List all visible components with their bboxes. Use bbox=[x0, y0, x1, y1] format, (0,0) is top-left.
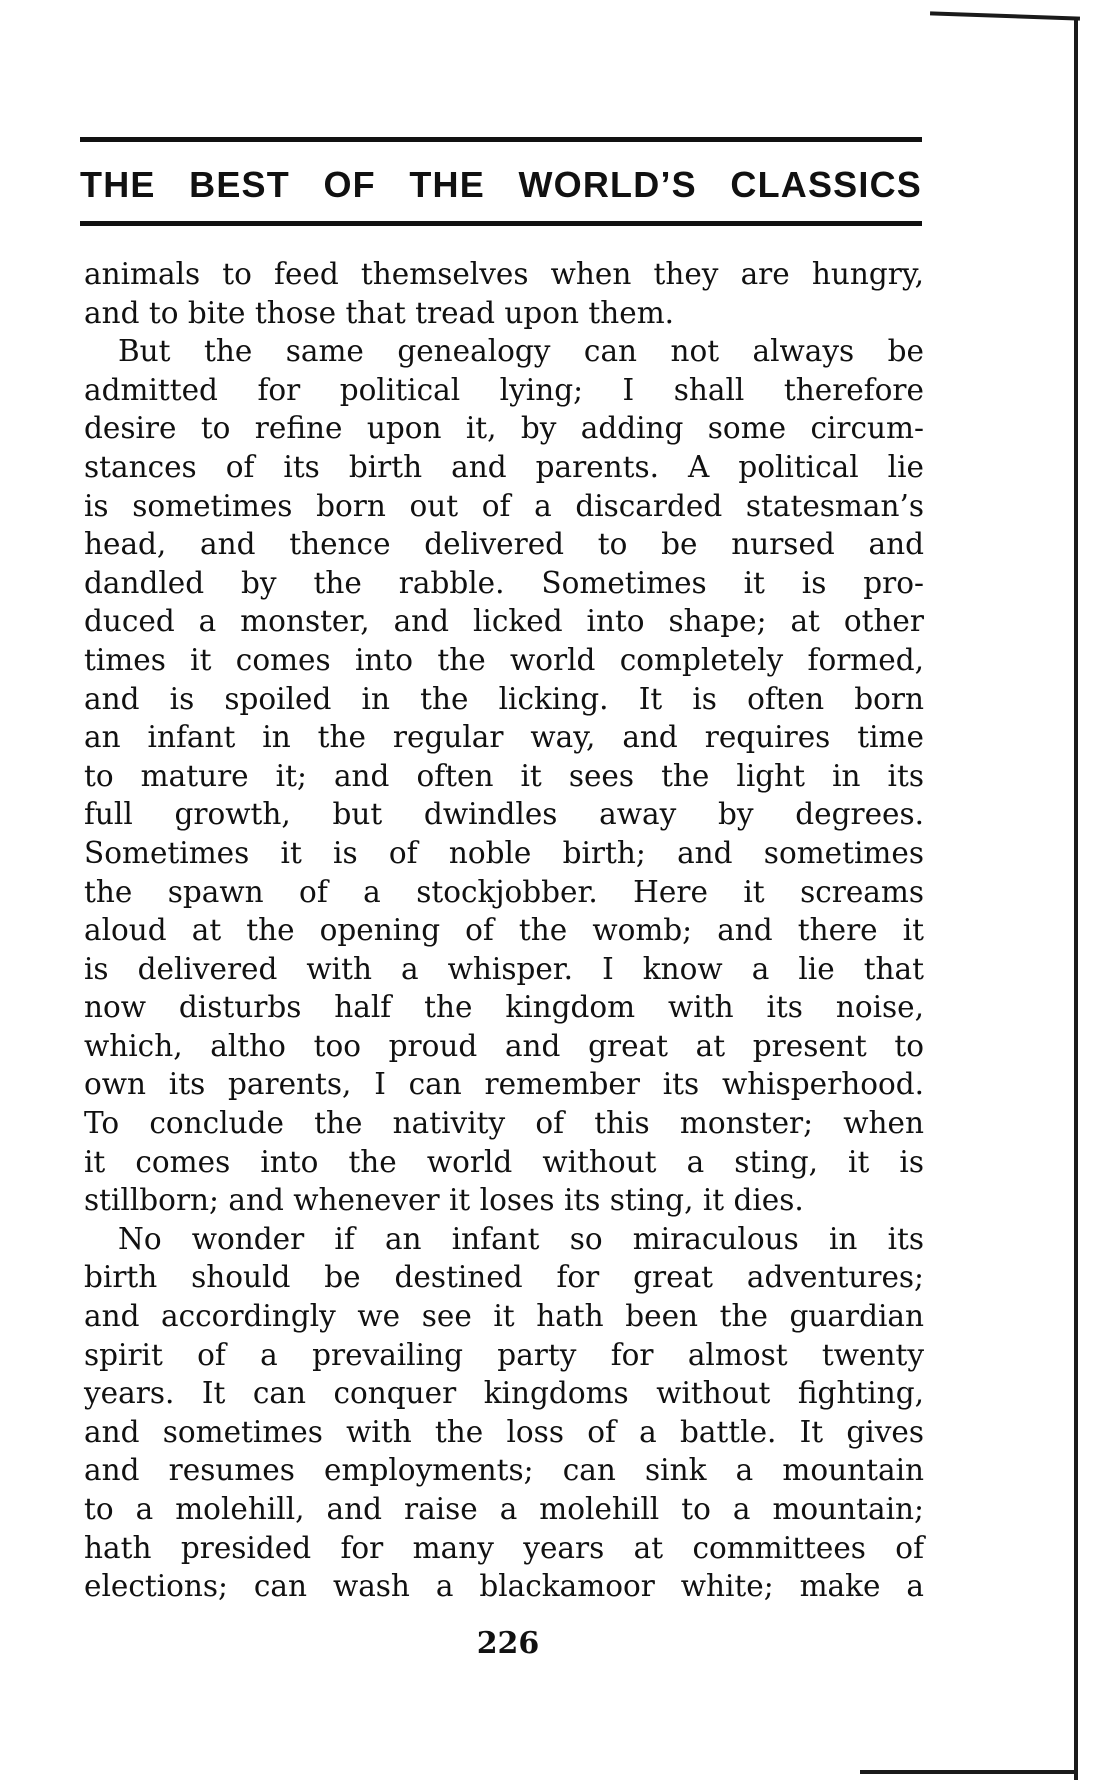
text-line: desire to refine upon it, by adding some circum- bbox=[84, 411, 924, 446]
text-line: spirit of a prevailing party for almost twenty bbox=[84, 1337, 924, 1372]
text-line: animals to feed themselves when they are hungry, bbox=[84, 257, 924, 291]
text-line: is delivered with a whisper. I know a lie that bbox=[84, 951, 924, 986]
text-line: now disturbs half the kingdom with its noise, bbox=[84, 990, 924, 1025]
text-line: duced a monster, and licked into shape; at other bbox=[84, 604, 924, 639]
text-line: head, and thence delivered to be nursed and bbox=[84, 527, 924, 562]
text-line: an infant in the regular way, and requires time bbox=[84, 720, 924, 755]
text-line: full growth, but dwindles away by degrees. bbox=[84, 797, 924, 832]
page-number: 226 bbox=[476, 1626, 540, 1661]
text-line: to mature it; and often it sees the light in its bbox=[84, 758, 924, 793]
text-line: years. It can conquer kingdoms without fighting, bbox=[84, 1376, 924, 1411]
page-edge-bottom bbox=[860, 1770, 1076, 1774]
text-line: stillborn; and whenever it loses its sting, it dies. bbox=[84, 1183, 804, 1218]
header-rule-top bbox=[80, 137, 922, 142]
text-line: admitted for political lying; I shall therefore bbox=[84, 372, 924, 407]
text-line: dandled by the rabble. Sometimes it is pro- bbox=[84, 565, 924, 600]
text-line: is sometimes born out of a discarded statesman’s bbox=[84, 488, 924, 523]
text-line: and accordingly we see it hath been the guardian bbox=[84, 1299, 924, 1334]
header-rule-bottom bbox=[80, 221, 922, 226]
text-line: To conclude the nativity of this monster; when bbox=[84, 1106, 924, 1141]
text-line: to a molehill, and raise a molehill to a mountain; bbox=[84, 1492, 924, 1526]
text-line: the spawn of a stockjobber. Here it screams bbox=[84, 874, 924, 909]
text-line: own its parents, I can remember its whisperhood. bbox=[84, 1067, 924, 1102]
running-title: THE BEST OF THE WORLD’S CLASSICS bbox=[80, 164, 922, 205]
text-line: and resumes employments; can sink a mountain bbox=[84, 1453, 924, 1488]
text-line: Sometimes it is of noble birth; and sometimes bbox=[84, 835, 924, 870]
text-line: times it comes into the world completely formed, bbox=[84, 642, 924, 677]
text-line: stances of its birth and parents. A political lie bbox=[84, 449, 924, 484]
text-line: elections; can wash a blackamoor white; make a bbox=[84, 1569, 924, 1604]
text-line: and to bite those that tread upon them. bbox=[84, 295, 675, 330]
text-line: and is spoiled in the licking. It is often born bbox=[84, 681, 924, 716]
text-line: But the same genealogy can not always be bbox=[118, 334, 924, 369]
page-edge-top bbox=[930, 11, 1080, 20]
text-line: and sometimes with the loss of a battle. It gives bbox=[84, 1414, 924, 1449]
text-line: hath presided for many years at committees of bbox=[84, 1530, 924, 1565]
text-line: No wonder if an infant so miraculous in its bbox=[118, 1221, 924, 1256]
page-edge-right bbox=[1074, 20, 1078, 1780]
text-line: which, altho too proud and great at present to bbox=[84, 1028, 924, 1063]
text-line: it comes into the world without a sting, it is bbox=[84, 1144, 924, 1179]
body-text bbox=[84, 255, 924, 1606]
text-line: birth should be destined for great adventures; bbox=[84, 1260, 924, 1295]
text-line: aloud at the opening of the womb; and there it bbox=[84, 913, 924, 948]
